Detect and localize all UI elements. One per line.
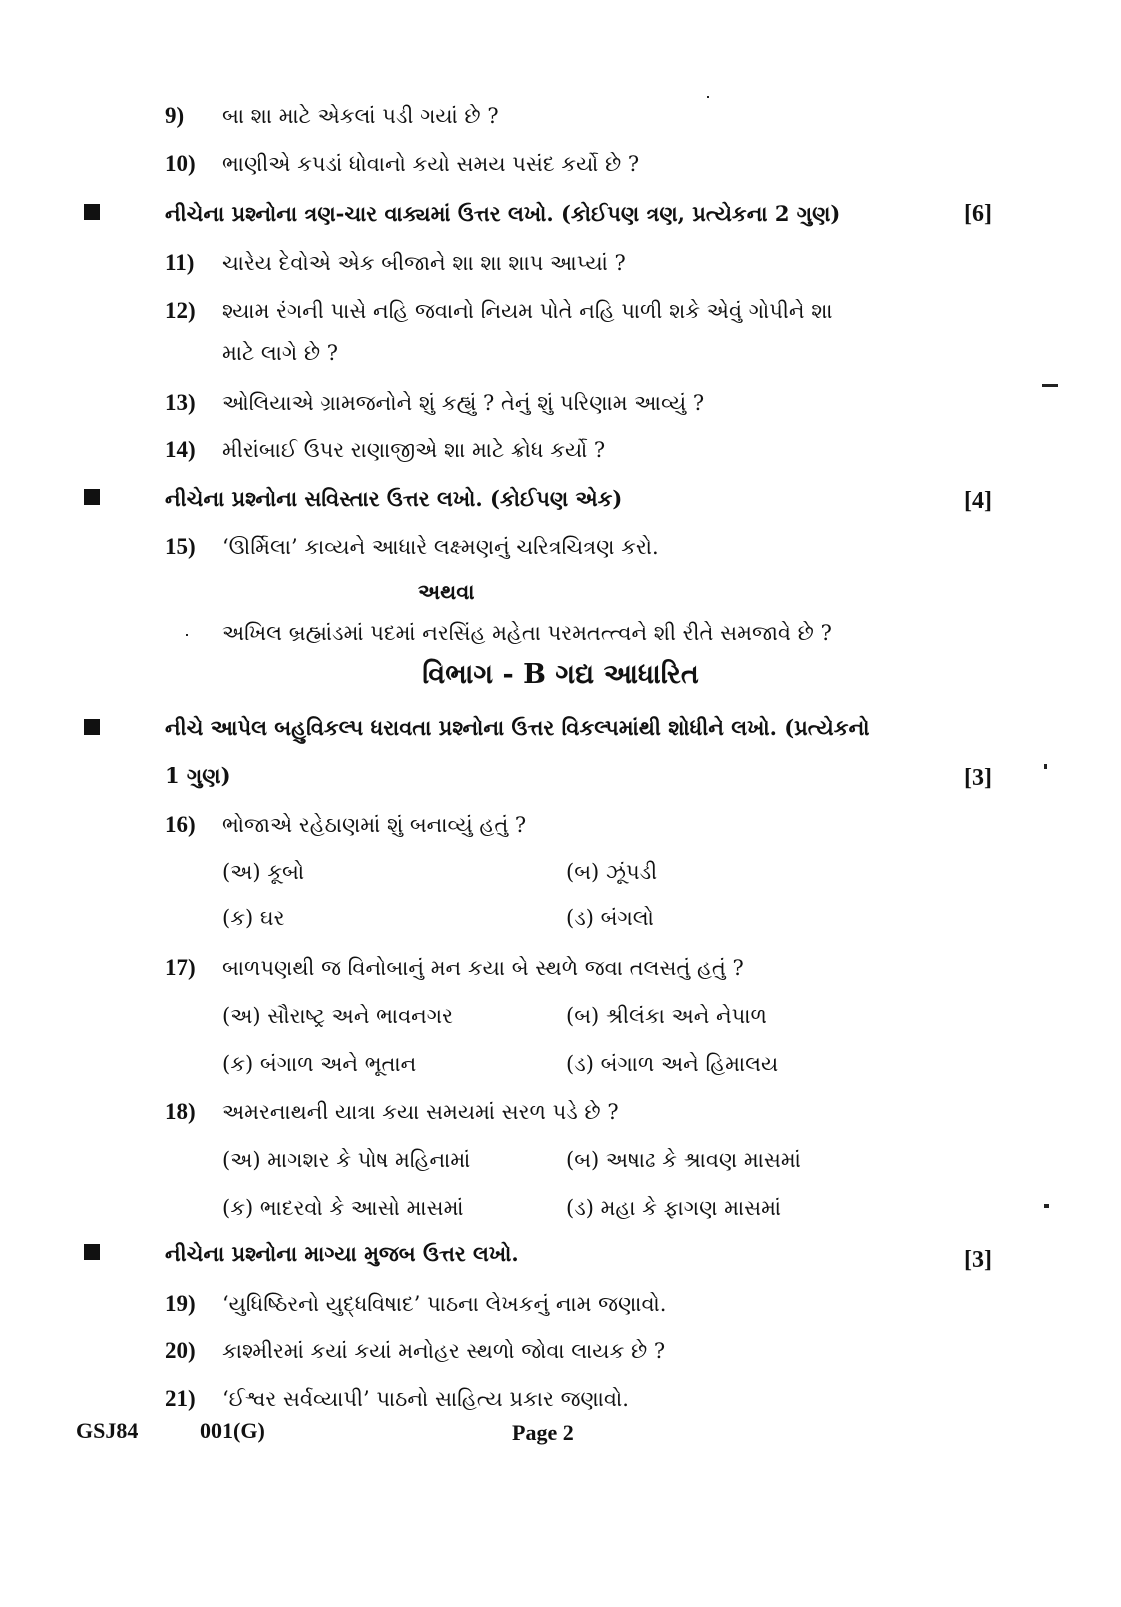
question-number: 21): [165, 1386, 196, 1411]
scan-speck: [186, 634, 188, 636]
question-text: બા શા માટે એકલાં પડી ગયાં છે ?: [222, 104, 499, 128]
option-d: (ડ) બંગલો: [566, 906, 654, 930]
footer-code: GSJ84: [76, 1418, 139, 1443]
option-a: (અ) માગશર કે પોષ મહિનામાં: [222, 1148, 471, 1172]
question-number: 11): [165, 250, 195, 275]
section-bullet: [84, 719, 100, 735]
question-text: ‘ઊર્મિલા’ કાવ્યને આધારે લક્ષ્મણનું ચરિત્રચિત્રણ કરો.: [222, 535, 659, 559]
section-marks: [4]: [964, 488, 992, 514]
question-number: 17): [165, 955, 196, 980]
option-d: (ડ) મહા કે ફાગણ માસમાં: [566, 1196, 782, 1220]
section-marks: [3]: [964, 1247, 992, 1273]
part-heading: વિભાગ - B ગદ્ય આધારિત: [422, 659, 699, 690]
question-text: ‘ઈશ્વર સર્વવ્યાપી’ પાઠનો સાહિત્ય પ્રકાર જણાવો.: [222, 1387, 629, 1411]
option-c: (ક) ઘર: [222, 906, 285, 930]
section-instruction: નીચે આપેલ બહુવિકલ્પ ધરાવતા પ્રશ્નોના ઉત્તર વિકલ્પમાંથી શોધીને લખો. (પ્રત્યેકનો: [165, 715, 870, 740]
question-text: ભોજાએ રહેઠાણમાં શું બનાવ્યું હતું ?: [222, 813, 527, 837]
question-alternative: અખિલ બ્રહ્માંડમાં પદમાં નરસિંહ મહેતા પરમતત્ત્વને શી રીતે સમજાવે છે ?: [222, 621, 832, 645]
question-text: શ્યામ રંગની પાસે નહિ જવાનો નિયમ પોતે નહિ પાળી શકે એવું ગોપીને શા: [222, 299, 833, 323]
option-b: (બ) ઝૂંપડી: [566, 860, 658, 884]
question-number: 13): [165, 390, 196, 415]
question-text-continued: માટે લાગે છે ?: [222, 341, 339, 365]
option-a: (અ) સૌરાષ્ટ્ર અને ભાવનગર: [222, 1004, 453, 1028]
question-number: 12): [165, 298, 196, 323]
question-text: અમરનાથની યાત્રા કયા સમયમાં સરળ પડે છે ?: [222, 1100, 619, 1124]
section-bullet: [84, 204, 100, 220]
question-number: 16): [165, 812, 196, 837]
question-text: બાળપણથી જ વિનોબાનું મન કયા બે સ્થળે જવા તલસતું હતું ?: [222, 956, 744, 980]
option-b: (બ) શ્રીલંકા અને નેપાળ: [566, 1004, 767, 1028]
question-text: ‘યુધિષ્ઠિરનો યુદ્ધવિષાદ’ પાઠના લેખકનું નામ જણાવો.: [222, 1292, 667, 1316]
section-instruction: નીચેના પ્રશ્નોના સવિસ્તાર ઉત્તર લખો. (કોઈપણ એક): [165, 486, 623, 511]
option-b: (બ) અષાઢ કે શ્રાવણ માસમાં: [566, 1148, 801, 1172]
question-number: 18): [165, 1099, 196, 1124]
footer-page-number: Page 2: [512, 1420, 574, 1445]
section-marks: [3]: [964, 765, 992, 791]
scan-speck: [1042, 384, 1058, 387]
scan-speck: [1044, 1204, 1049, 1208]
question-number: 10): [165, 151, 196, 176]
option-c: (ક) બંગાળ અને ભૂતાન: [222, 1052, 417, 1076]
question-number: 14): [165, 437, 196, 462]
question-number: 19): [165, 1291, 196, 1316]
or-label: અથવા: [418, 579, 475, 604]
question-number: 15): [165, 534, 196, 559]
option-a: (અ) કૂબો: [222, 860, 305, 884]
section-instruction-continued: 1 ગુણ): [165, 763, 231, 788]
section-bullet: [84, 489, 100, 505]
question-text: કાશ્મીરમાં કયાં કયાં મનોહર સ્થળો જોવા લાયક છે ?: [222, 1339, 666, 1363]
section-marks: [6]: [964, 201, 992, 227]
question-number: 20): [165, 1338, 196, 1363]
footer-paper-code: 001(G): [200, 1418, 265, 1443]
question-text: ઓલિયાએ ગ્રામજનોને શું કહ્યું ? તેનું શું પરિણામ આવ્યું ?: [222, 391, 705, 415]
question-number: 9): [165, 103, 185, 128]
option-d: (ડ) બંગાળ અને હિમાલય: [566, 1052, 779, 1076]
scan-speck: [707, 96, 709, 98]
section-instruction: નીચેના પ્રશ્નોના માગ્યા મુજબ ઉત્તર લખો.: [165, 1241, 519, 1266]
section-instruction: નીચેના પ્રશ્નોના ત્રણ-ચાર વાક્યમાં ઉત્તર લખો. (કોઈપણ ત્રણ, પ્રત્યેકના 2 ગુણ): [165, 201, 841, 226]
scan-speck: [1044, 764, 1047, 769]
section-bullet: [84, 1244, 100, 1260]
question-text: ભાણીએ કપડાં ધોવાનો કયો સમય પસંદ કર્યો છે ?: [222, 152, 640, 176]
question-text: ચારેય દેવોએ એક બીજાને શા શા શાપ આપ્યાં ?: [222, 251, 626, 275]
question-text: મીરાંબાઈ ઉપર રાણાજીએ શા માટે ક્રોધ કર્યો ?: [222, 438, 606, 462]
option-c: (ક) ભાદરવો કે આસો માસમાં: [222, 1196, 464, 1220]
